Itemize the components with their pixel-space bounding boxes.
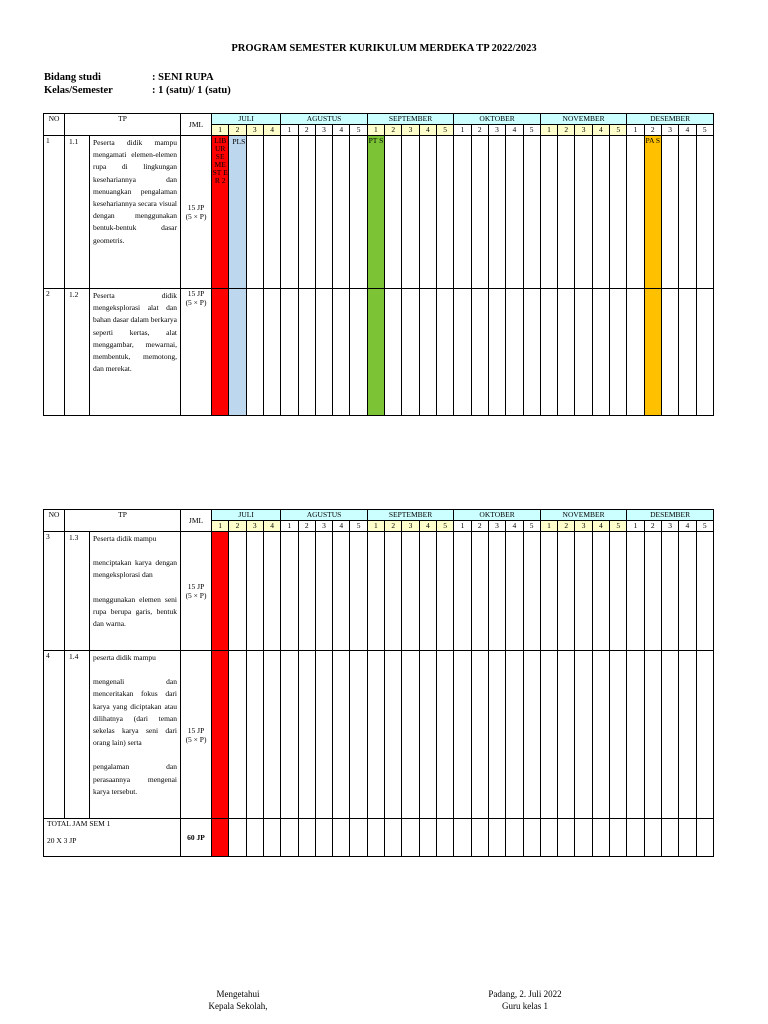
week-2-5: 5 [350,521,367,532]
month-agustus: AGUSTUS [281,114,368,125]
week-6-1: 1 [627,521,644,532]
week-6-1: 1 [627,125,644,136]
week-5-2: 2 [558,125,575,136]
header-tp: TP [65,114,181,136]
row-no: 3 [44,532,65,651]
week-6-5: 5 [696,125,713,136]
row-jml: 15 JP (5 × P) [181,532,212,651]
month-desember: DESEMBER [627,114,713,125]
week-3-2: 2 [385,125,402,136]
week-5-1: 1 [540,125,557,136]
pas-marker: PA S [644,136,661,289]
week-6-4: 4 [679,125,696,136]
week-5-5: 5 [610,521,627,532]
month-november: NOVEMBER [540,114,627,125]
row-jml: 15 JP (5 × P) [181,136,212,289]
week-4-2: 2 [471,125,488,136]
month-juli: JULI [212,510,281,521]
row-no: 4 [44,651,65,819]
week-4-1: 1 [454,125,471,136]
row-no: 1 [44,136,65,289]
week-1-4: 4 [263,521,280,532]
month-november: NOVEMBER [540,510,627,521]
month-september: SEPTEMBER [367,114,454,125]
week-2-4: 4 [333,125,350,136]
row-text: peserta didik mampu mengenali dan menceritakan fokus dari karya yang diciptakan atau dilihatnya (dari teman sekelas karya seni dari orang lain) serta pengalaman dan perasaannya mengenai karya tersebut. [90,651,181,819]
week-5-3: 3 [575,125,592,136]
total-row [44,819,714,857]
week-4-3: 3 [488,125,505,136]
program-table-1 [43,113,714,416]
class-label: Kelas/Semester [44,85,113,96]
program-table-2 [43,509,714,857]
pts-marker: PT S [367,136,384,289]
week-4-1: 1 [454,521,471,532]
week-1-3: 3 [246,521,263,532]
week-6-2: 2 [644,521,661,532]
week-2-2: 2 [298,125,315,136]
row-code: 1.2 [65,289,90,416]
week-5-3: 3 [575,521,592,532]
signature-right: Padang, 2. Juli 2022 Guru kelas 1 [488,989,562,1011]
row-text: Peserta didik mampu menciptakan karya dengan mengeksplorasi dan menggunakan elemen seni rupa berupa garis, bentuk dan warna. [90,532,181,651]
subject-line [44,72,214,83]
week-3-3: 3 [402,521,419,532]
week-6-3: 3 [661,521,678,532]
week-6-2: 2 [644,125,661,136]
week-4-5: 5 [523,521,540,532]
class-value: : 1 (satu)/ 1 (satu) [152,85,231,96]
week-2-4: 4 [333,521,350,532]
header-tp: TP [65,510,181,532]
month-agustus: AGUSTUS [281,510,368,521]
month-juli: JULI [212,114,281,125]
header-no: NO [44,510,65,532]
month-desember: DESEMBER [627,510,713,521]
week-1-1: 1 [212,125,229,136]
week-5-2: 2 [558,521,575,532]
table-row [44,289,714,416]
header-no: NO [44,114,65,136]
week-4-3: 3 [488,521,505,532]
table-row [44,532,714,651]
week-3-1: 1 [367,521,384,532]
row-code: 1.4 [65,651,90,819]
week-3-3: 3 [402,125,419,136]
row-jml: 15 JP (5 × P) [181,289,212,416]
total-label: TOTAL JAM SEM 1 20 X 3 JP [44,819,181,857]
week-2-3: 3 [315,521,332,532]
week-1-1: 1 [212,521,229,532]
header-jml: JML [181,114,212,136]
libur-semester-marker: LIB UR SE ME ST ER 2 [212,136,229,289]
month-oktober: OKTOBER [454,510,541,521]
pls-marker: PLS [229,136,246,289]
subject-value: : SENI RUPA [152,72,214,83]
week-3-5: 5 [436,125,453,136]
week-6-4: 4 [679,521,696,532]
subject-label: Bidang studi [44,72,101,83]
week-3-2: 2 [385,521,402,532]
row-code: 1.3 [65,532,90,651]
table-row [44,136,714,289]
table-row [44,651,714,819]
week-2-2: 2 [298,521,315,532]
week-3-4: 4 [419,521,436,532]
week-3-1: 1 [367,125,384,136]
week-4-5: 5 [523,125,540,136]
row-text: Peserta didik mengeksplorasi alat dan bahan dasar dalam berkarya seperti kertas, alat menggambar, mewarnai, membentuk, memotong, dan merekat. [90,289,181,416]
week-2-1: 1 [281,521,298,532]
week-5-4: 4 [592,125,609,136]
row-jml: 15 JP (5 × P) [181,651,212,819]
week-2-5: 5 [350,125,367,136]
week-1-4: 4 [263,125,280,136]
week-1-2: 2 [229,125,246,136]
week-5-5: 5 [610,125,627,136]
month-oktober: OKTOBER [454,114,541,125]
page-title: PROGRAM SEMESTER KURIKULUM MERDEKA TP 2022/2023 [231,43,537,54]
week-2-1: 1 [281,125,298,136]
week-4-4: 4 [506,125,523,136]
class-line [44,85,231,96]
week-4-4: 4 [506,521,523,532]
header-jml: JML [181,510,212,532]
row-code: 1.1 [65,136,90,289]
week-6-5: 5 [696,521,713,532]
week-3-5: 5 [436,521,453,532]
week-5-1: 1 [540,521,557,532]
week-1-3: 3 [246,125,263,136]
row-text: Peserta didik mampu mengamati elemen-elemen rupa di lingkungan kesehariannya dan menuangkan pengalaman kesehariannya secara visual dengan menggunakan bentuk-bentuk dasar geometris. [90,136,181,289]
week-2-3: 3 [315,125,332,136]
month-september: SEPTEMBER [367,510,454,521]
total-jml: 60 JP [181,819,212,857]
signature-left: Mengetahui Kepala Sekolah, [208,989,268,1011]
week-1-2: 2 [229,521,246,532]
week-3-4: 4 [419,125,436,136]
week-4-2: 2 [471,521,488,532]
week-6-3: 3 [661,125,678,136]
week-5-4: 4 [592,521,609,532]
row-no: 2 [44,289,65,416]
